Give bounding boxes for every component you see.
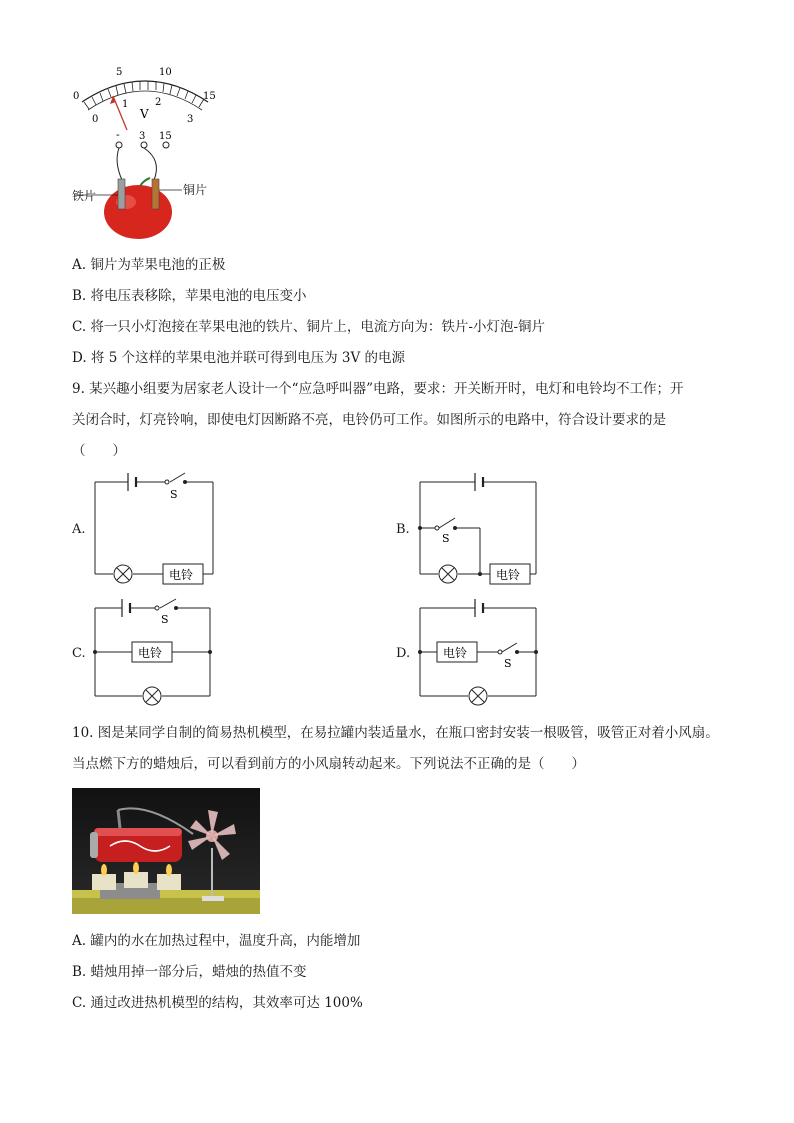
circuit-d <box>413 596 543 706</box>
scale-bottom-1: 1 <box>122 99 129 110</box>
copper-plate-label: 铜片 <box>183 183 208 197</box>
circuit-b-bell-label: 电铃 <box>496 568 521 582</box>
iron-plate-label: 铁片 <box>72 189 97 203</box>
q9-line-3: （ ） <box>72 443 126 459</box>
terminal-neg: - <box>116 128 120 141</box>
q10-option-b: B. 蜡烛用掉一部分后，蜡烛的热值不变 <box>72 964 307 980</box>
circuit-c-label: C. <box>72 646 86 661</box>
q10-line-2: 当点燃下方的蜡烛后，可以看到前方的小风扇转动起来。下列说法不正确的是（ ） <box>72 756 585 772</box>
circuit-b-label: B. <box>396 522 410 537</box>
q8-option-b: B. 将电压表移除，苹果电池的电压变小 <box>72 288 307 304</box>
voltmeter-dial <box>82 81 208 102</box>
scale-bottom-0: 0 <box>92 114 99 125</box>
circuit-c-bell-label: 电铃 <box>138 646 163 660</box>
circuit-a-bell-label: 电铃 <box>169 568 194 582</box>
circuit-a-switch-label: S <box>170 488 178 501</box>
scale-bottom-3: 3 <box>187 114 194 125</box>
circuit-a-label: A. <box>72 522 86 537</box>
circuit-d-bell-label: 电铃 <box>443 646 468 660</box>
q10-option-a: A. 罐内的水在加热过程中，温度升高，内能增加 <box>72 933 361 949</box>
q9-line-1: 9. 某兴趣小组要为居家老人设计一个“应急呼叫器”电路，要求：开关断开时，电灯和电铃均不工作；开 <box>72 381 684 397</box>
terminal-15: 15 <box>159 131 172 142</box>
scale-top-5: 5 <box>116 67 123 78</box>
scale-bottom-2: 2 <box>155 97 162 108</box>
q8-option-a: A. 铜片为苹果电池的正极 <box>72 257 226 273</box>
scale-top-15: 15 <box>203 91 216 102</box>
circuit-c-switch-label: S <box>161 613 169 626</box>
terminal-3: 3 <box>139 131 146 142</box>
iron-plate <box>118 179 125 209</box>
circuit-d-label: D. <box>396 646 411 661</box>
circuit-c <box>90 596 220 706</box>
scale-top-0: 0 <box>73 91 80 102</box>
q8-option-c: C. 将一只小灯泡接在苹果电池的铁片、铜片上，电流方向为：铁片-小灯泡-铜片 <box>72 319 546 335</box>
scale-top-10: 10 <box>159 67 172 78</box>
q9-line-2: 关闭合时，灯亮铃响，即使电灯因断路不亮，电铃仍可工作。如图所示的电路中，符合设计要求的是 <box>72 412 666 428</box>
heat-engine-photo <box>72 788 262 916</box>
q10-option-c: C. 通过改进热机模型的结构，其效率可达 100% <box>72 995 363 1011</box>
apple-battery-figure <box>70 62 230 247</box>
circuit-b-switch-label: S <box>442 532 450 545</box>
circuit-a <box>90 470 220 588</box>
copper-plate <box>152 179 159 209</box>
q10-line-1: 10. 图是某同学自制的简易热机模型，在易拉罐内装适量水，在瓶口密封安装一根吸管，吸管正对着小风扇。 <box>72 725 719 741</box>
circuit-d-switch-label: S <box>504 657 512 670</box>
apple <box>104 185 172 239</box>
q8-option-d: D. 将 5 个这样的苹果电池并联可得到电压为 3V 的电源 <box>72 350 406 366</box>
unit-label: V <box>140 107 149 121</box>
circuit-b <box>413 470 543 588</box>
